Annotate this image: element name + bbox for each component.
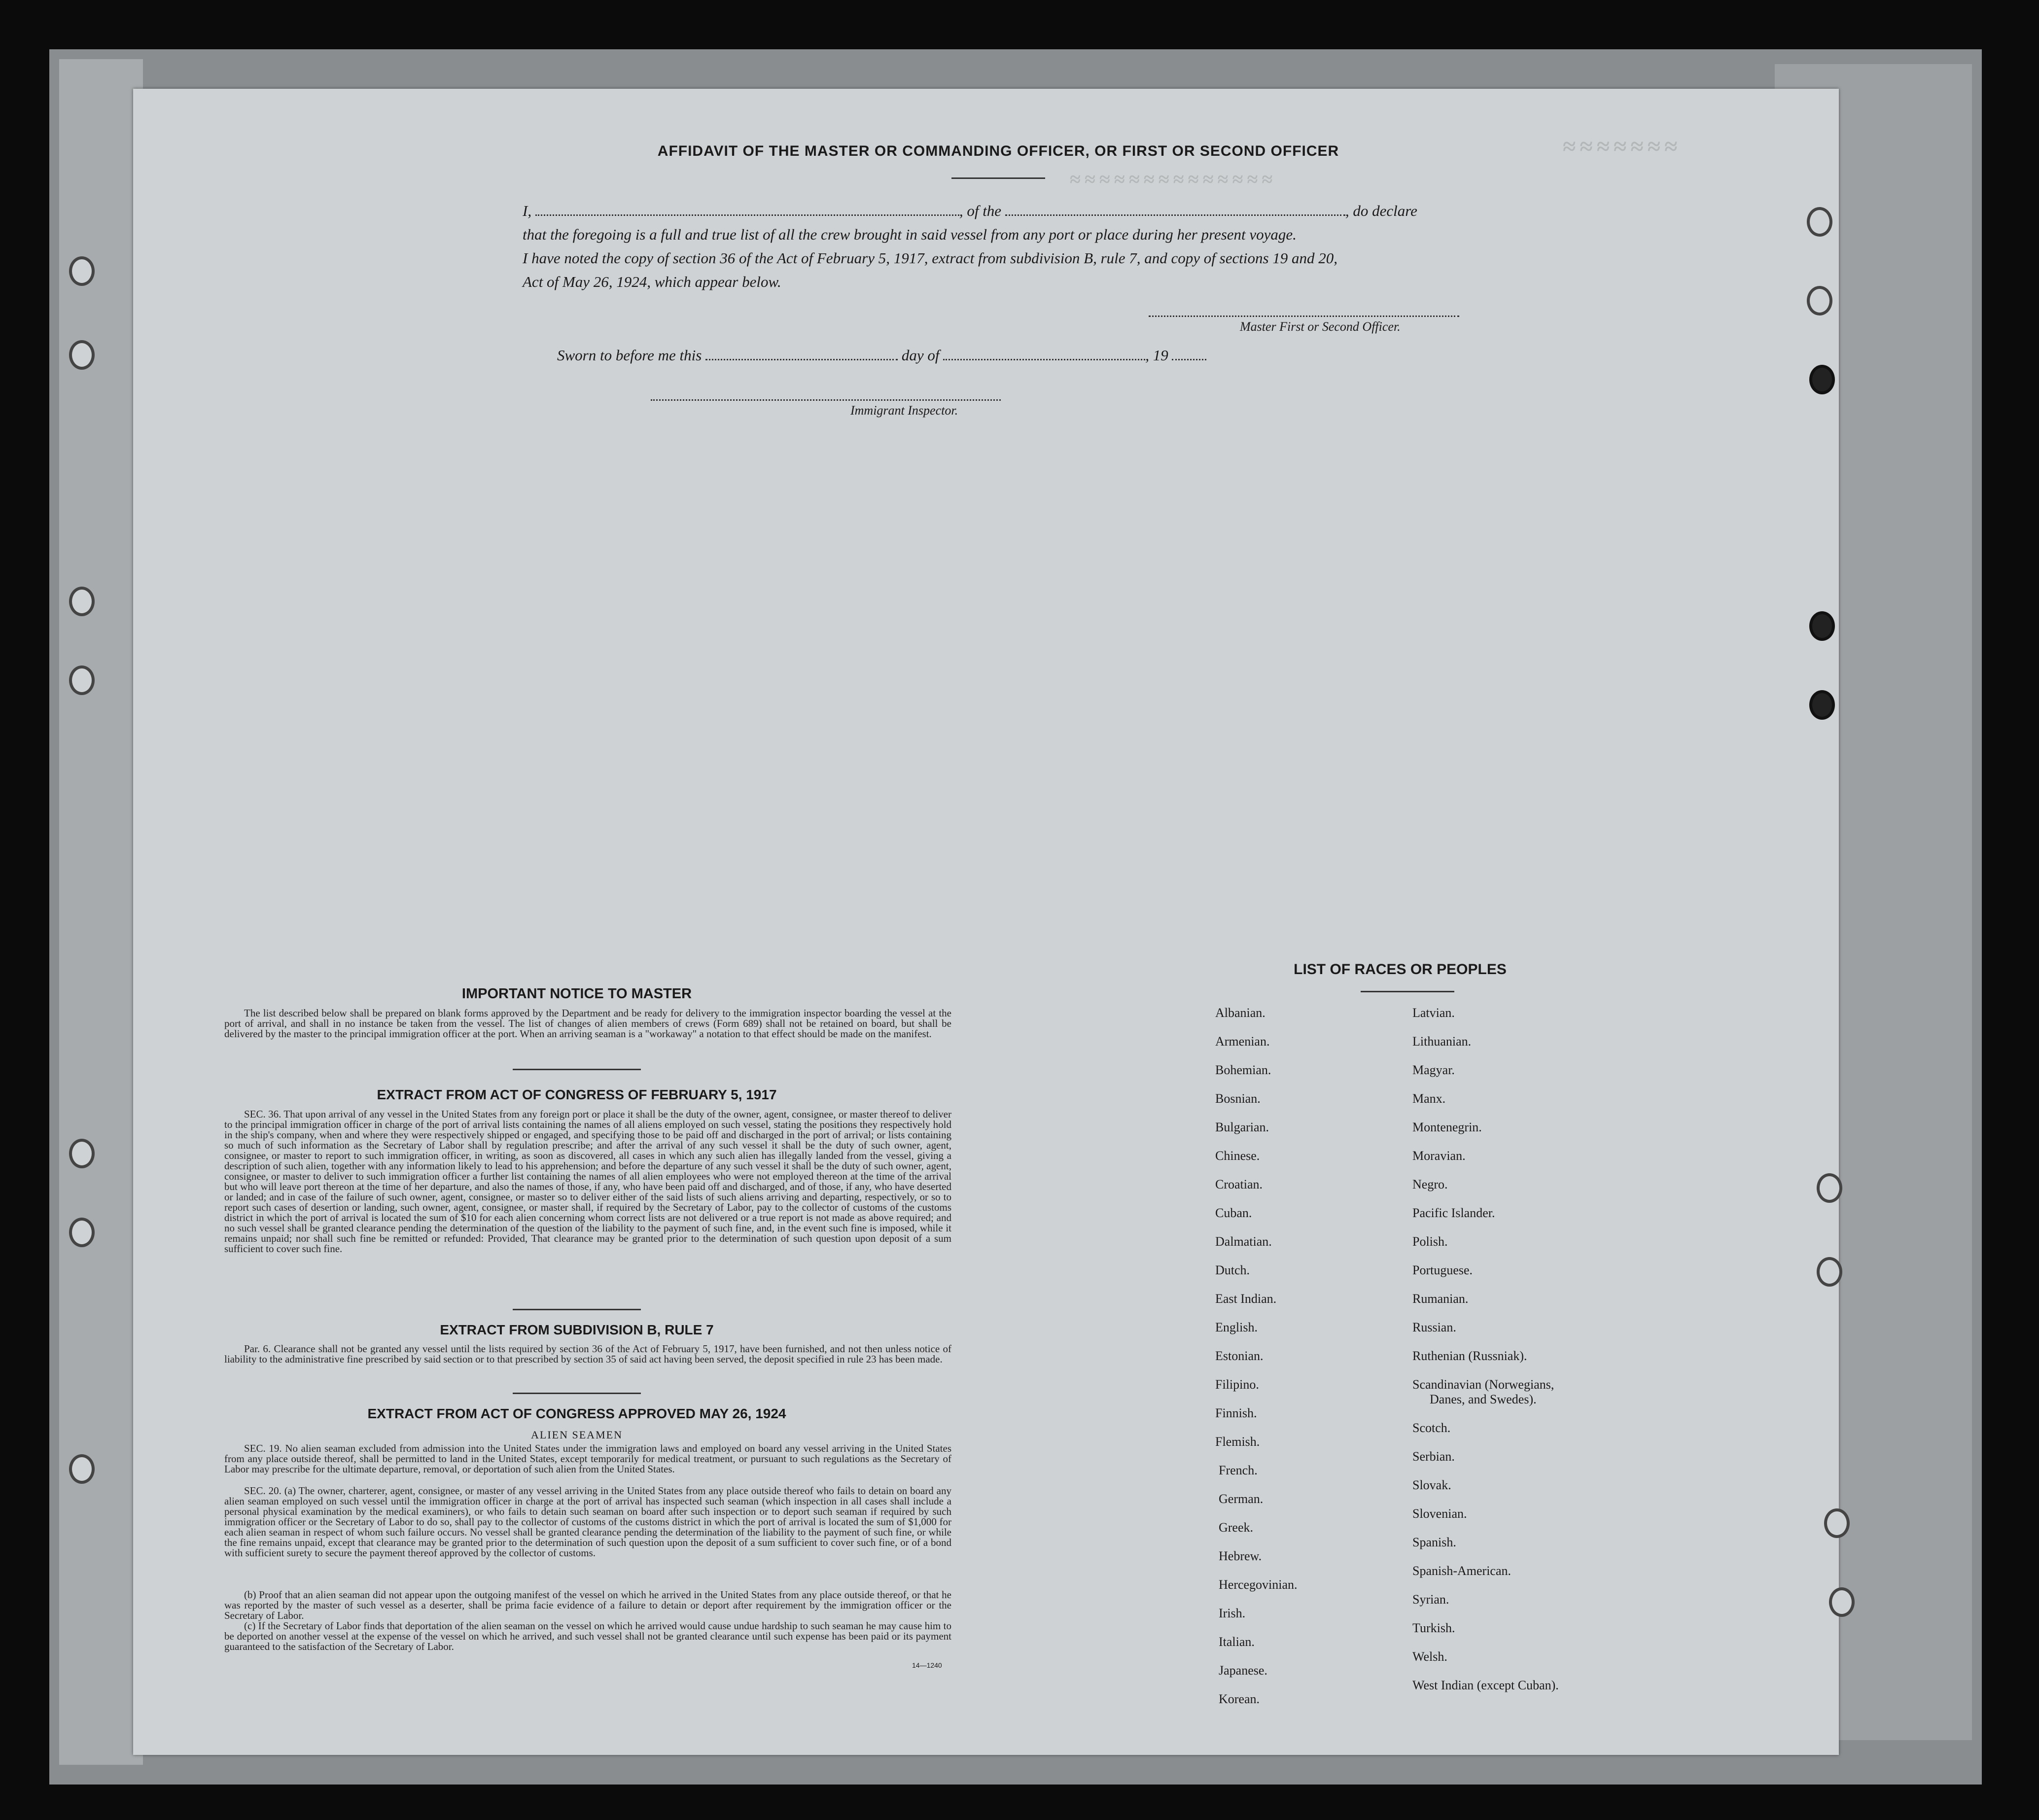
- binder-hole: [1809, 365, 1835, 394]
- race-item: Cuban.: [1215, 1206, 1252, 1220]
- race-item: Lithuanian.: [1412, 1034, 1472, 1049]
- race-item: Welsh.: [1412, 1649, 1447, 1664]
- race-item: Pacific Islander.: [1412, 1206, 1495, 1220]
- race-item: Latvian.: [1412, 1006, 1455, 1020]
- extract-1924-sec20c: (c) If the Secretary of Labor finds that deportation of the alien seaman on the vessel on which he arrived would cause undue hardship to such seaman he may cause him to be deported on another vessel at the expense of the vessel on which he arrived, and such vessel shall not be granted clearance until such expense has been paid or its payment guaranteed to the satisfaction of the Secretary of Labor.: [224, 1620, 951, 1652]
- notice-title: IMPORTANT NOTICE TO MASTER: [461, 986, 692, 1002]
- sworn-line: [557, 347, 1206, 364]
- race-item: Albanian.: [1215, 1006, 1266, 1020]
- race-item: Portuguese.: [1412, 1263, 1473, 1277]
- vessel-blank[interactable]: [1005, 212, 1345, 216]
- binder-hole: [1817, 1257, 1842, 1287]
- race-item: English.: [1215, 1320, 1258, 1334]
- race-item: Rumanian.: [1412, 1292, 1469, 1306]
- race-item: Turkish.: [1412, 1621, 1455, 1635]
- race-item: Montenegrin.: [1412, 1120, 1482, 1134]
- race-item: East Indian.: [1215, 1292, 1277, 1306]
- name-blank[interactable]: [535, 212, 959, 216]
- binder-hole: [69, 1454, 95, 1484]
- race-item: Finnish.: [1215, 1406, 1257, 1420]
- extract-1924-sec19: SEC. 19. No alien seaman excluded from admission into the United States under the immigration laws and employed on board any vessel arriving in the United States from any place outside thereof, shall be permitted to land in the United States, except temporarily for medical treatment, or pursuant to such regulations as the Secretary of Labor may prescribe for the ultimate departure, removal, or deportation of such alien from the United States.: [224, 1442, 951, 1475]
- sworn-year-blank[interactable]: [1172, 357, 1206, 360]
- binder-hole: [1809, 690, 1835, 720]
- binder-hole: [69, 665, 95, 695]
- affidavit-line-4: Act of May 26, 1924, which appear below.: [523, 273, 781, 290]
- affidavit-line-3: I have noted the copy of section 36 of the Act of February 5, 1917, extract from subdivision B, rule 7, and copy of sections 19 and 20,: [523, 249, 1338, 267]
- race-item: Russian.: [1412, 1320, 1456, 1334]
- race-item: Scotch.: [1412, 1421, 1451, 1435]
- binder-hole: [69, 340, 95, 370]
- race-item: Filipino.: [1215, 1377, 1259, 1392]
- rule7-text: Par. 6. Clearance shall not be granted any vessel until the lists required by section 36 of the Act of February 5, 1917, have been furnished, and not then unless notice of liability to the administrative fine prescribed by said section or to that prescribed by section 35 of said act having been served, the deposit specified in rule 23 has been made.: [224, 1343, 951, 1365]
- race-item: Magyar.: [1412, 1063, 1455, 1077]
- notice-text: The list described below shall be prepared on blank forms approved by the Department and be ready for delivery to the immigration inspector boarding the vessel at the port of arrival, and shall in no instance be taken from the vessel. The list of changes of alien members of crews (Form 689) shall not be retained on board, but shall be delivered by the master to the principal immigration officer at the port. When an arriving seaman is a "workaway" a notation to that effect should be made on the manifest.: [224, 1007, 951, 1040]
- race-item: Spanish.: [1412, 1535, 1456, 1549]
- race-item: Negro.: [1412, 1177, 1448, 1191]
- race-item: Scandinavian (Norwegians,: [1412, 1377, 1554, 1392]
- affidavit-declaration-line: [523, 202, 1417, 220]
- sworn-day-blank[interactable]: [705, 357, 898, 360]
- race-item: Croatian.: [1215, 1177, 1263, 1191]
- races-title-underline: [1361, 991, 1454, 992]
- race-item: German.: [1219, 1492, 1264, 1506]
- section-divider: [513, 1069, 641, 1070]
- master-signature-line[interactable]: [1149, 315, 1459, 317]
- section-divider: [513, 1309, 641, 1310]
- race-item: Dutch.: [1215, 1263, 1250, 1277]
- race-item: Irish.: [1219, 1606, 1246, 1620]
- extract-1917-title: EXTRACT FROM ACT OF CONGRESS OF FEBRUARY 5, 1917: [377, 1087, 777, 1102]
- binding-strip: [59, 59, 143, 1765]
- affidavit-i: I,: [523, 202, 532, 219]
- bleed-through-mark: ≈≈≈≈≈≈≈≈≈≈≈≈≈≈: [1070, 168, 1277, 190]
- sworn-text: Sworn to before me this: [557, 347, 702, 364]
- race-item: Estonian.: [1215, 1349, 1264, 1363]
- extract-1924-sec20a: SEC. 20. (a) The owner, charterer, agent, consignee, or master of any vessel arriving in the United States from any place outside thereof who fails to detain on board any alien seaman employed on such vessel until the immigration officer in charge at the port of arrival has inspected such seaman (which inspection in all cases shall include a personal physical examination by the medical examiners), or who fails to detain such seaman on board after such inspection or to deport such seaman if required by such immigration officer or the Secretary of Labor to do so, shall pay to the collector of customs of the customs district in which the port of arrival is located the sum of $1,000 for each alien seaman in respect of whom such failure occurs. No vessel shall be granted clearance pending the determination of the liability to the payment of such fine, or while the fine remains unpaid, except that clearance may be granted prior to the determination of such question upon the deposit of a sum sufficient to cover such fine, or of a bond with sufficient surety to secure the payment thereof approved by the collector of customs.: [224, 1485, 951, 1559]
- race-item: West Indian (except Cuban).: [1412, 1678, 1559, 1692]
- section-divider: [513, 1393, 641, 1394]
- races-title: LIST OF RACES OR PEOPLES: [1294, 961, 1507, 978]
- race-item: Bosnian.: [1215, 1091, 1261, 1106]
- race-item: Slovenian.: [1412, 1506, 1467, 1521]
- race-item: Greek.: [1219, 1520, 1254, 1535]
- sworn-day-of: day of: [901, 347, 940, 364]
- race-item: Manx.: [1412, 1091, 1446, 1106]
- race-item: Japanese.: [1219, 1663, 1267, 1678]
- master-signature-caption: Master First or Second Officer.: [1240, 319, 1401, 334]
- race-item: Danes, and Swedes).: [1430, 1392, 1537, 1406]
- binder-hole: [69, 1218, 95, 1247]
- race-item: Syrian.: [1412, 1592, 1449, 1607]
- race-item: Armenian.: [1215, 1034, 1270, 1049]
- affidavit-of-the: , of the: [959, 202, 1002, 219]
- inspector-signature-caption: Immigrant Inspector.: [850, 403, 958, 418]
- race-item: Polish.: [1412, 1234, 1448, 1249]
- binder-hole: [69, 587, 95, 616]
- race-item: Korean.: [1219, 1692, 1260, 1706]
- race-item: French.: [1219, 1463, 1258, 1477]
- race-item: Flemish.: [1215, 1435, 1260, 1449]
- form-number: 14—1240: [912, 1661, 942, 1669]
- race-item: Ruthenian (Russniak).: [1412, 1349, 1527, 1363]
- race-item: Hercegovinian.: [1219, 1577, 1298, 1592]
- binder-hole: [1807, 207, 1832, 237]
- alien-seamen-subtitle: ALIEN SEAMEN: [531, 1429, 623, 1441]
- race-item: Serbian.: [1412, 1449, 1455, 1464]
- rule7-title: EXTRACT FROM SUBDIVISION B, RULE 7: [440, 1322, 714, 1337]
- race-item: Spanish-American.: [1412, 1564, 1512, 1578]
- race-item: Chinese.: [1215, 1149, 1260, 1163]
- race-item: Bohemian.: [1215, 1063, 1271, 1077]
- binder-hole: [1824, 1508, 1850, 1538]
- race-item: Italian.: [1219, 1635, 1255, 1649]
- binder-hole: [69, 256, 95, 286]
- inspector-signature-line[interactable]: [651, 399, 1001, 401]
- affidavit-do-declare: , do declare: [1345, 202, 1417, 219]
- sworn-month-blank[interactable]: [943, 357, 1145, 360]
- binder-hole: [1829, 1587, 1855, 1617]
- binder-hole: [1807, 286, 1832, 315]
- affidavit-line-2: that the foregoing is a full and true list of all the crew brought in said vessel from any port or place during her present voyage.: [523, 226, 1297, 243]
- race-item: Bulgarian.: [1215, 1120, 1269, 1134]
- extract-1924-title: EXTRACT FROM ACT OF CONGRESS APPROVED MAY 26, 1924: [367, 1406, 786, 1421]
- race-item: Dalmatian.: [1215, 1234, 1272, 1249]
- sworn-year-prefix: , 19: [1145, 347, 1168, 364]
- binder-hole: [1809, 611, 1835, 641]
- binder-hole: [69, 1139, 95, 1168]
- race-item: Hebrew.: [1219, 1549, 1262, 1563]
- race-item: Moravian.: [1412, 1149, 1466, 1163]
- binder-hole: [1817, 1173, 1842, 1203]
- affidavit-title: AFFIDAVIT OF THE MASTER OR COMMANDING OFFICER, OR FIRST OR SECOND OFFICER: [657, 143, 1339, 159]
- extract-1917-text: SEC. 36. That upon arrival of any vessel in the United States from any foreign port or place it shall be the duty of the owner, agent, consignee, or master thereof to deliver to the principal immigration officer in charge of the port of arrival lists containing the names of all aliens employed on such vessel, stating the positions they respectively hold in the ship's company, when and where they were respectively shipped or engaged, and specifying those to be paid off and discharged in the port of arrival; or lists containing so much of such information as the Secretary of Labor shall by regulation prescribe; and after the arrival of any such vessel it shall be the duty of such owner, agent, consignee, or master to report to such immigration officer, in writing, as soon as discovered, all cases in which any such alien has illegally landed from the vessel, giving a description of such alien, together with any information likely to lead to his apprehension; and before the departure of any such vessel it shall be the duty of such owner, agent, consignee, or master to deliver to such immigration officer a further list containing the names of all alien employees who were not employed thereon at the time of the arrival but who will leave port thereon at the time of her departure, and also the names of those, if any, who have been paid off and discharged, and of those, if any, who have deserted or landed; and in case of the failure of such owner, agent, consignee, or master so to deliver either of the said lists of such aliens arriving and departing, respectively, or so to report such cases of desertion or landing, such owner, agent, consignee, or master shall, if required by the Secretary of Labor, pay to the collector of customs of the customs district in which the port of arrival is located the sum of $10 for each alien concerning whom correct lists are not delivered or a true report is not made as above required; and no such vessel shall be granted clearance pending the determination of the question of the liability to the payment of such fine, and, in the event such fine is imposed, while it remains unpaid; nor shall such fine be remitted or refunded: Provided, That clearance may be granted prior to the determination of such question upon deposit of a sum sufficient to cover such fine.: [224, 1108, 951, 1255]
- bleed-through-mark: ≈≈≈≈≈≈≈: [1563, 134, 1682, 160]
- extract-1924-sec20b: (b) Proof that an alien seaman did not appear upon the outgoing manifest of the vessel on which he arrived in the United States from any place outside thereof, or that he was reported by the master of such vessel as a deserter, shall be prima facie evidence of a failure to detain or deport after requirement by the immigration officer or the Secretary of Labor.: [224, 1589, 951, 1621]
- race-item: Slovak.: [1412, 1478, 1451, 1492]
- title-underline: [951, 177, 1045, 179]
